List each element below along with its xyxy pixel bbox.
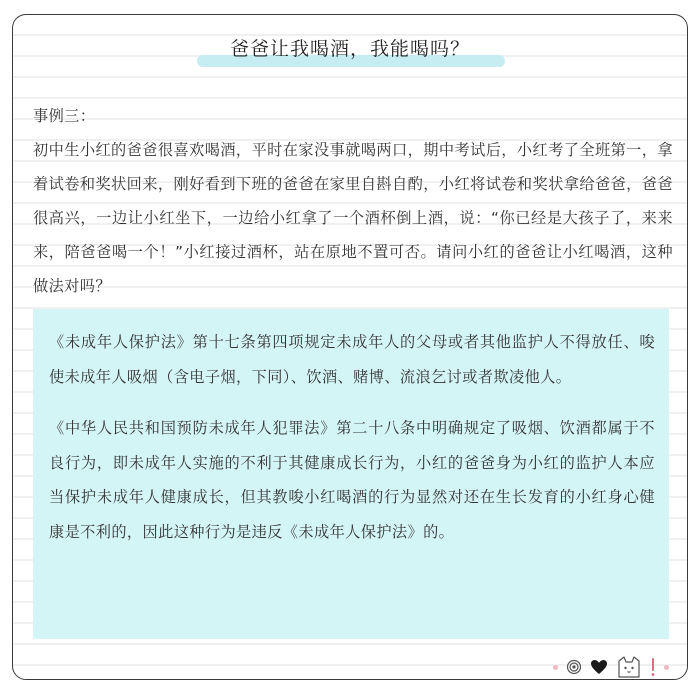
decoration-row xyxy=(553,653,669,680)
exclamation-icon xyxy=(650,657,656,677)
case-text: 初中生小红的爸爸很喜欢喝酒，平时在家没事就喝两口，期中考试后，小红考了全班第一，拿着试卷和奖状回来，刚好看到下班的爸爸在家里自斟自酌，小红将试卷和奖状拿给爸爸，爸爸很高兴，一边让小红坐下，一边给小红拿了一个酒杯倒上酒，说：“你已经是大孩子了，来来来，陪爸爸喝一个！”小红接过酒杯，站在原地不置可否。请问小红的爸爸让小红喝酒，这种做法对吗？ xyxy=(33,141,673,295)
page-title: 爸爸让我喝酒，我能喝吗？ xyxy=(229,38,470,60)
law-paragraph-2: 《中华人民共和国预防未成年人犯罪法》第二十八条中明确规定了吸烟、饮酒都属于不良行为，即未成年人实施的不利于其健康成长行为，小红的爸爸身为小红的监护人本应当保护未成年人健康成长，但其教唆小红喝酒的行为显然对还在生长发育的小红身心健康是不利的，因此这种行为是违反《未成年人保护法》的。 xyxy=(49,419,655,541)
spiral-icon xyxy=(566,659,582,675)
article-card xyxy=(12,14,688,680)
case-label: 事例三： xyxy=(33,107,96,125)
title-area xyxy=(13,35,687,75)
pink-dot-icon xyxy=(553,665,558,670)
heart-icon xyxy=(590,659,608,675)
pink-dot-icon xyxy=(664,665,669,670)
cat-face-icon xyxy=(616,655,642,679)
case-section xyxy=(33,99,673,303)
law-box xyxy=(33,309,669,639)
law-paragraph-1: 《未成年人保护法》第十七条第四项规定未成年人的父母或者其他监护人不得放任、唆使未成年人吸烟（含电子烟，下同）、饮酒、赌博、流浪乞讨或者欺凌他人。 xyxy=(49,333,655,386)
